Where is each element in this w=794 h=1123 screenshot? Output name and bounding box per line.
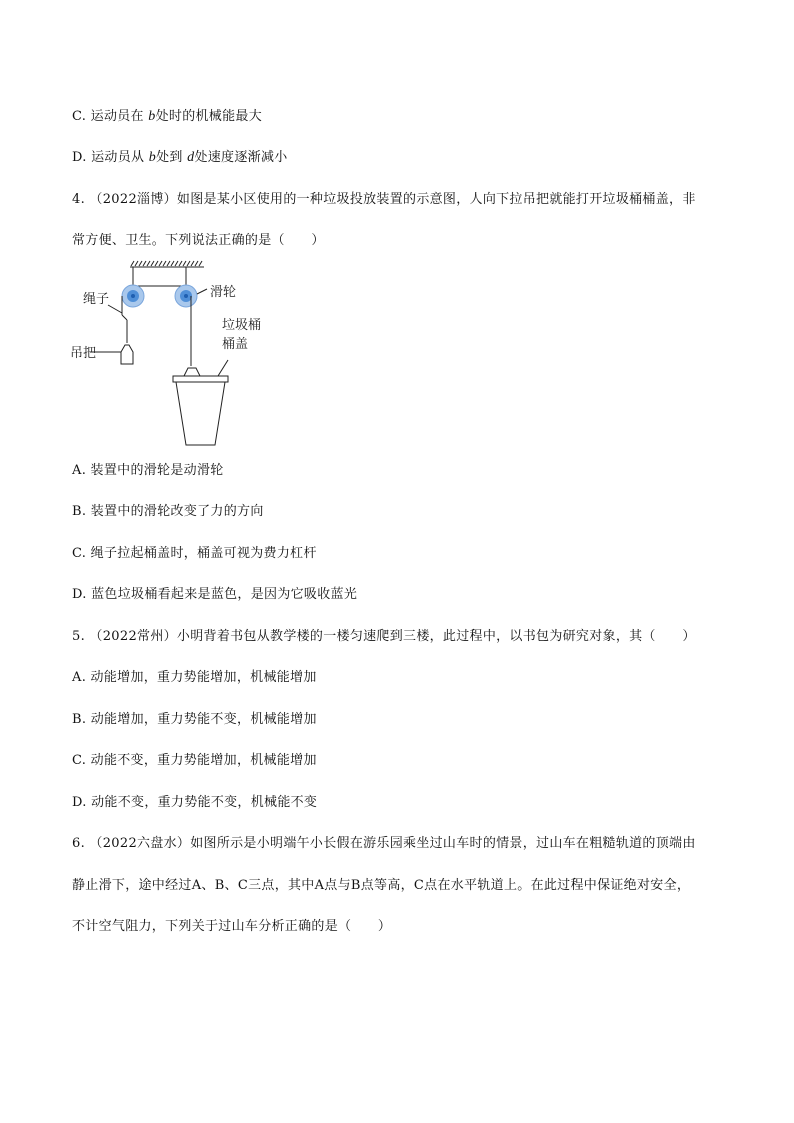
var-d: d (187, 150, 195, 165)
question-5-line-1: 5. （2022常州）小明背着书包从教学楼的一楼匀速爬到三楼，此过程中，以书包为研究对象，其（ ） (72, 629, 696, 644)
question-5-option-c: C. 动能不变，重力势能增加，机械能增加 (72, 753, 317, 768)
question-5-option-a: A. 动能增加，重力势能增加，机械能增加 (72, 670, 317, 685)
question-4-option-a: A. 装置中的滑轮是动滑轮 (72, 463, 224, 478)
question-4-line-2: 常方便、卫生。下列说法正确的是（ ） (72, 233, 325, 248)
option-d-q3: D. 运动员从 b处到 d处速度逐渐减小 (72, 150, 288, 165)
ceiling-hatch (130, 261, 204, 267)
right-pulley-icon (175, 285, 197, 307)
handle-shape (121, 345, 133, 364)
garbage-bin-pulley-figure (70, 258, 290, 453)
question-6-line-3: 不计空气阻力，下列关于过山车分析正确的是（ ） (72, 919, 392, 934)
bin-lid (173, 376, 228, 382)
label-rope: 绳子 (83, 292, 110, 307)
question-4-line-1: 4. （2022淄博）如图是某小区使用的一种垃圾投放装置的示意图，人向下拉吊把就能打开垃圾桶桶盖，非 (72, 192, 696, 207)
question-4-option-c: C. 绳子拉起桶盖时，桶盖可视为费力杠杆 (72, 546, 317, 561)
question-5-option-d: D. 动能不变，重力势能不变，机械能不变 (72, 795, 318, 810)
left-pulley-icon (122, 285, 144, 307)
option-c-q3: C. 运动员在 b处时的机械能最大 (72, 109, 262, 124)
label-bin: 垃圾桶 (222, 318, 262, 333)
label-lid: 桶盖 (222, 337, 249, 352)
question-4-option-d: D. 蓝色垃圾桶看起来是蓝色，是因为它吸收蓝光 (72, 587, 358, 602)
label-pulley: 滑轮 (210, 285, 237, 300)
label-handle: 吊把 (70, 346, 97, 361)
question-6-line-2: 静止滑下，途中经过A、B、C三点，其中A点与B点等高，C点在水平轨道上。在此过程中保证绝对安全， (72, 878, 691, 893)
question-4-option-b: B. 装置中的滑轮改变了力的方向 (72, 504, 264, 519)
question-6-line-1: 6. （2022六盘水）如图所示是小明端午小长假在游乐园乘坐过山车时的情景，过山车在粗糙轨道的顶端由 (72, 836, 696, 851)
bin-body (176, 382, 225, 445)
question-5-option-b: B. 动能增加，重力势能不变，机械能增加 (72, 712, 317, 727)
var-b: b (148, 150, 157, 165)
var-b: b (148, 109, 156, 124)
